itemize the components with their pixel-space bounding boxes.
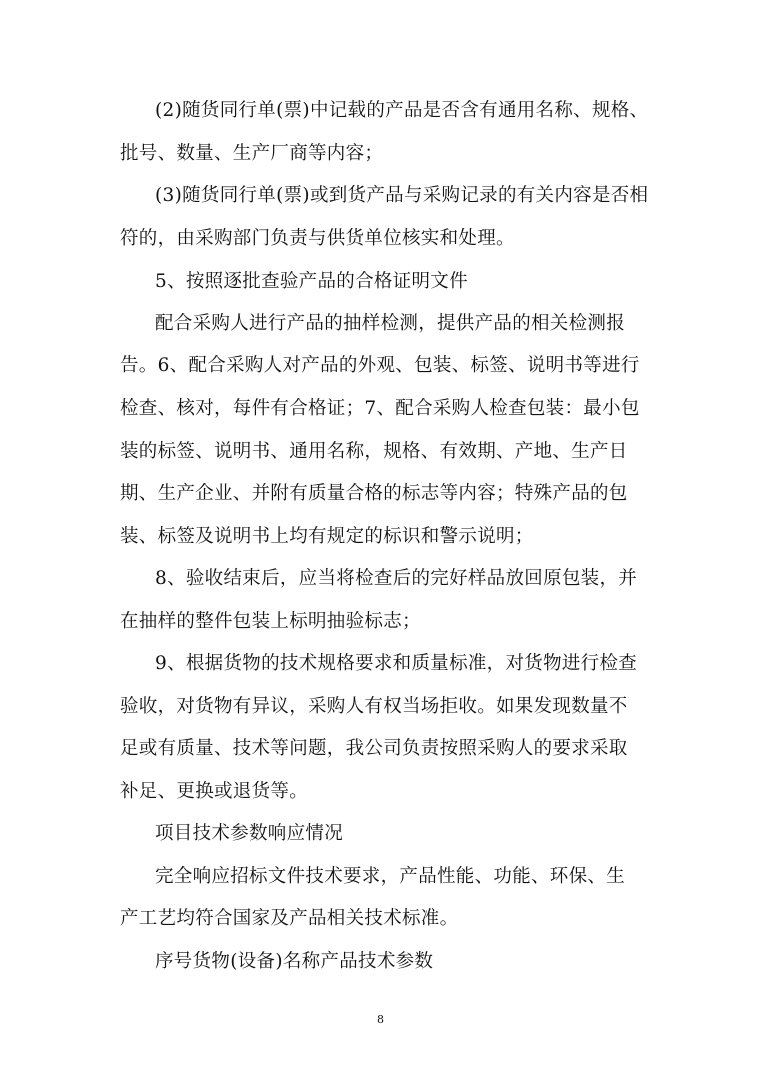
text-line: 足或有质量、技术等问题，我公司负责按照采购人的要求采取 [120,738,628,759]
text-line: 完全响应招标文件技术要求，产品性能、功能、环保、生 [155,866,626,887]
text-line: (2)随货同行单(票)中记载的产品是否含有通用名称、规格、 [155,100,649,121]
section-heading: 5、按照逐批查验产品的合格证明文件 [155,271,468,292]
text-line: 配合采购人进行产品的抽样检测，提供产品的相关检测报 [155,313,626,334]
text-line: 验收，对货物有异议，采购人有权当场拒收。如果发现数量不 [120,696,628,717]
text-line: 8、验收结束后，应当将检查后的完好样品放回原包装，并 [155,568,638,589]
text-line: 检查、核对，每件有合格证；7、配合采购人检查包装：最小包 [120,398,640,419]
text-line: 告。6、配合采购人对产品的外观、包装、标签、说明书等进行 [120,355,640,376]
text-line: 装、标签及说明书上均有规定的标识和警示说明； [120,526,534,547]
text-line: 装的标签、说明书、通用名称，规格、有效期、产地、生产日 [120,441,628,462]
page-number: 8 [377,1013,384,1026]
text-line: 期、生产企业、并附有质量合格的标志等内容；特殊产品的包 [120,483,628,504]
text-line: 补足、更换或退货等。 [120,781,309,802]
text-line: (3)随货同行单(票)或到货产品与采购记录的有关内容是否相 [155,185,649,206]
text-line: 9、根据货物的技术规格要求和质量标准，对货物进行检查 [155,653,638,674]
text-line: 符的，由采购部门负责与供货单位核实和处理。 [120,228,515,249]
section-heading: 项目技术参数响应情况 [155,823,344,844]
text-line: 序号货物(设备)名称产品技术参数 [155,951,434,972]
text-line: 批号、数量、生产厂商等内容； [120,143,384,164]
text-line: 在抽样的整件包装上标明抽验标志； [120,611,421,632]
text-line: 产工艺均符合国家及产品相关技术标准。 [120,908,459,929]
